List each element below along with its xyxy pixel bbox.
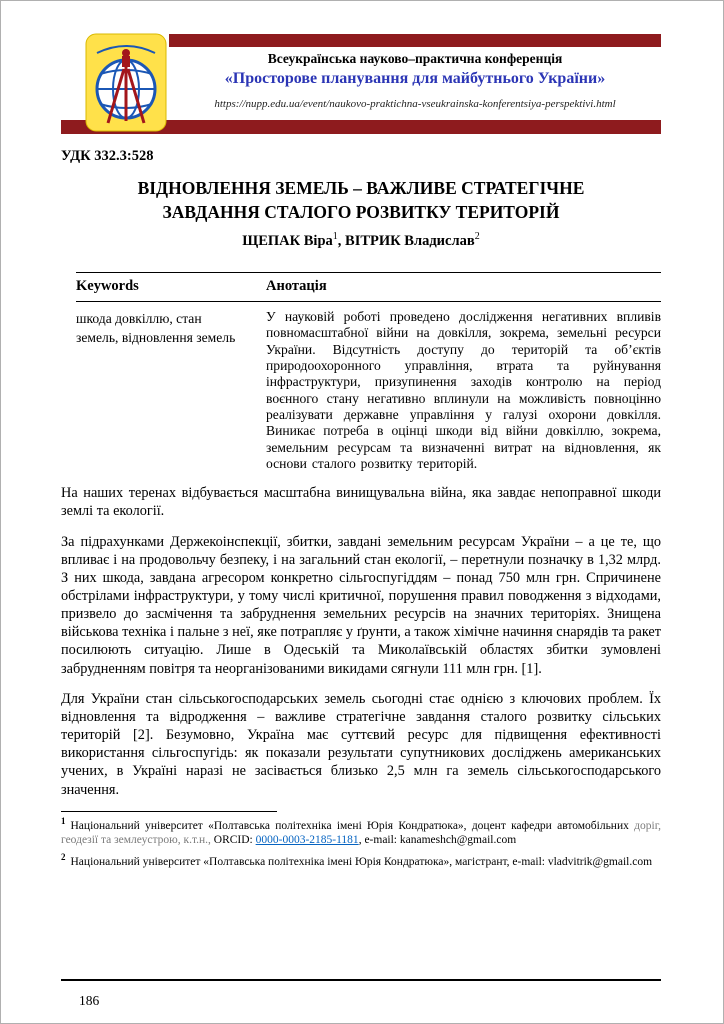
header-text-block: [169, 51, 661, 110]
header-top-bar: [169, 34, 661, 47]
abstract-table-header-row: [76, 273, 661, 302]
author-2-affiliation-mark: 2: [474, 231, 480, 243]
author-1: ЩЕПАК Віра: [242, 233, 333, 250]
paper-title: [61, 176, 661, 224]
author-1-affiliation-mark: 1: [332, 231, 338, 243]
abstract-table-body-row: [76, 302, 661, 472]
page-number: 186: [79, 993, 100, 1008]
keywords-text: шкода довкіллю, стан земель, відновлення земель: [76, 311, 236, 346]
conference-name: Всеукраїнська науково–практична конференція: [267, 51, 563, 66]
footnote-2-marker: 2: [61, 851, 66, 862]
footnote-1-email: , e-mail: kanameshch@gmail.com: [358, 834, 517, 847]
footnote-1: [61, 816, 661, 848]
body-paragraph-3: Для України стан сільськогосподарських земель сьогодні стає однією з ключових проблем. Їх відновлення та відродження – важливе стратегічне завдання сталого розвитку сільських територій [2]. Безумовно, Україна має суттєвий ресурс для підвищення ефективності використання сільгоспугідь: як показали результати супутникових досліджень американських учених, в Україні наразі не засівається близько 2,5 млн га земель сільськогосподарського значення.: [61, 690, 661, 798]
footnote-1-text-muted: доріг, геодезії та землеустрою, к.т.н.,: [61, 819, 661, 847]
footnote-separator: [61, 811, 277, 812]
body-paragraph-2: За підрахунками Держекоінспекції, збитки, завдані земельним ресурсам України – а це те, що впливає і на продовольчу безпеку, і на загальний стан екології, – перетнули позначку в 1,32 млрд. З них шкода, завдана агресором конкретно сільгоспугіддям – понад 750 млн грн. Спричинене обстрілами інфраструктури, у тому числі критичної, порушення правил поводження з відходами, призвело до засмічення та забруднення земельних ресурсів на значних територіях. Знищена військова техніка і пальне з неї, яке потрапляє у ґрунти, а також хімічне начиння снарядів та ракет посилюють ситуацію. Лише в Одеській та Миколаївській областях збитки зумовлені забрудненням повітря та неорганізованими викидами сягнули 111 млн грн. [1].: [61, 533, 661, 677]
udc-code: УДК 332.3:528: [61, 148, 154, 164]
page-header: [61, 31, 661, 134]
paper-body: [61, 484, 661, 799]
footnote-1-marker: 1: [61, 815, 66, 826]
orcid-link[interactable]: 0000-0003-2185-1181: [255, 834, 359, 847]
paper-title-line-1: ВІДНОВЛЕННЯ ЗЕМЕЛЬ – ВАЖЛИВЕ СТРАТЕГІЧНЕ: [137, 178, 585, 198]
abstract-text: У науковій роботі проведено дослідження негативних впливів повномасштабної війни на довкілля, зокрема, земельні ресурси України. Відсутність доступу до територій та об’єктів природоохоронного управління, втрата та руйнування інфраструктури, призупинення заходів контролю на період воєнного стану негативно вплинули на можливість повноцінно реалізувати державне управління у галузі охорони довкілля. Виникає потреба в оцінці шкоди від війни довкіллю, зокрема, земельним ресурсам та визначенні витрат на відновлення, як основи сталого розвитку територій.: [266, 309, 661, 471]
body-paragraph-1: На наших теренах відбувається масштабна винищувальна війна, яка завдає непоправної шкоди землі та екології.: [61, 485, 661, 520]
author-2: ВІТРИК Владислав: [345, 233, 475, 250]
footnote-2: [61, 852, 661, 869]
abstract-table: [76, 272, 661, 472]
footnote-2-text: Національний університет «Полтавська політехніка імені Юрія Кондратюка», магістрант, e-mail: vladvitrik@gmail.com: [70, 855, 653, 868]
authors-line: [61, 231, 661, 250]
footnote-1-text: Національний університет «Полтавська політехніка імені Юрія Кондратюка», доцент кафедри автомобільних: [70, 819, 635, 832]
authors-separator: ,: [337, 233, 346, 250]
footer-rule: [61, 979, 661, 981]
abstract-header: Анотація: [266, 278, 327, 295]
paper-title-line-2: ЗАВДАННЯ СТАЛОГО РОЗВИТКУ ТЕРИТОРІЙ: [162, 202, 560, 223]
keywords-header: Keywords: [76, 278, 139, 295]
conference-theme: «Просторове планування для майбутнього України»: [224, 70, 606, 87]
conference-url-link[interactable]: https://nupp.edu.ua/event/naukovo-praktichna-vseukrainska-konferentsiya-perspektivi.html: [214, 98, 616, 110]
footnote-1-orcid-label: ORCID:: [213, 834, 256, 847]
conference-logo-icon: [85, 31, 167, 134]
